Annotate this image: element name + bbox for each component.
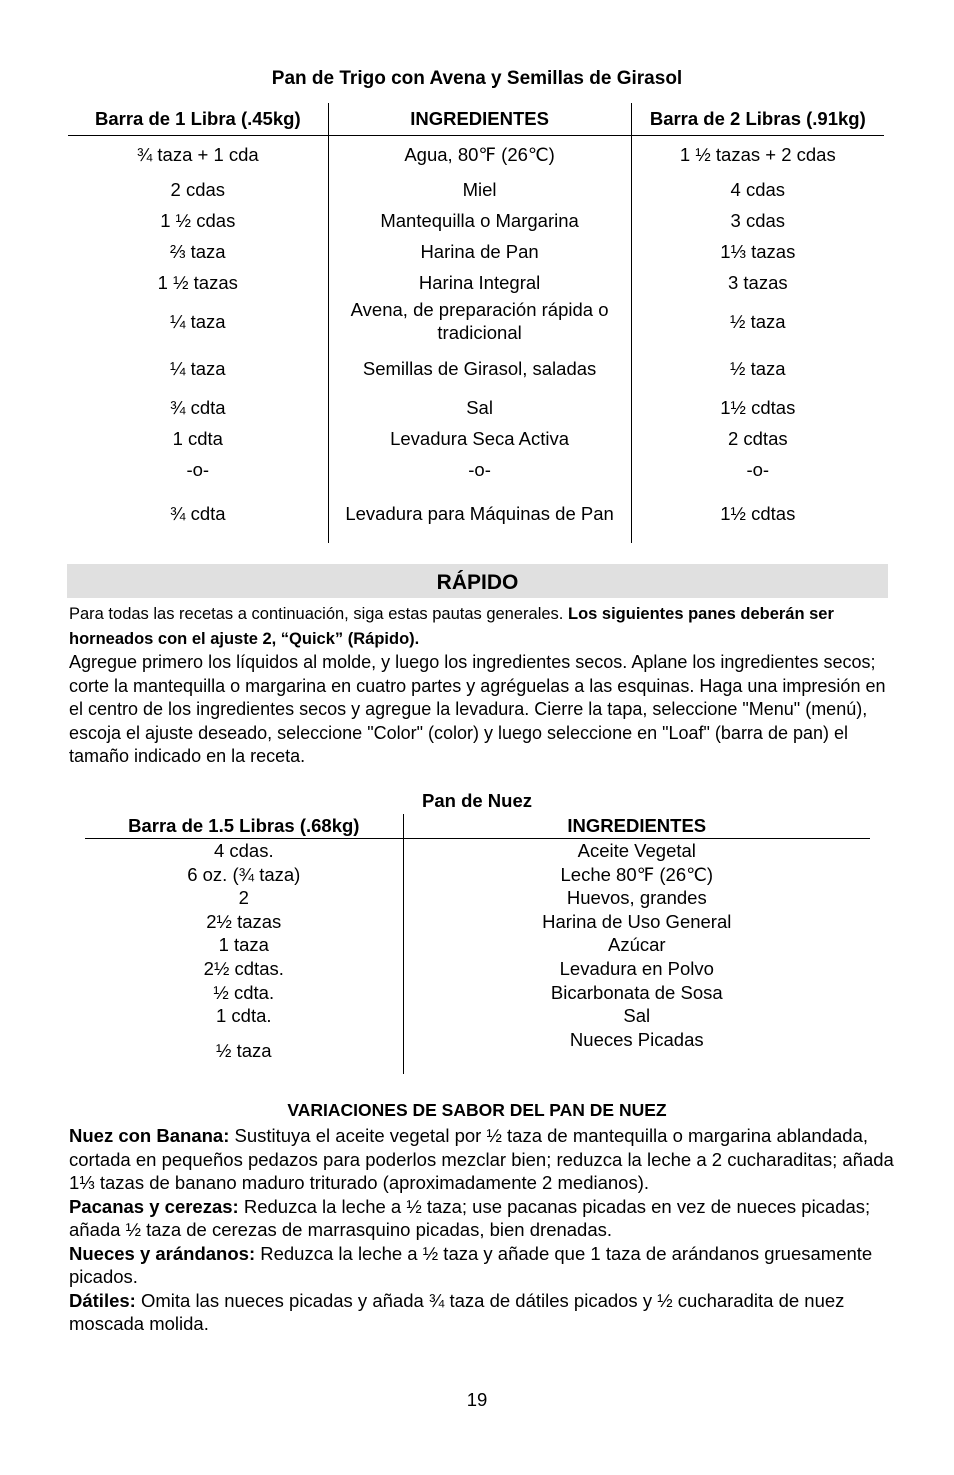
table-row [85,863,870,887]
variation-text: Reduzca la leche a ½ taza y añade que 1 taza de arándanos gruesamente picados. [69,1242,873,1287]
variations-list [69,1124,899,1336]
cell-ingrediente: Sal [328,392,631,423]
variation-item [69,1124,899,1195]
cell-ingrediente: Harina Integral [328,267,631,298]
cell-2-libras: 1½ cdtas [720,396,796,418]
variation-label: Nuez con Banana: [69,1125,230,1146]
variations-title: VARIACIONES DE SABOR DEL PAN DE NUEZ [287,1100,667,1120]
cell-2-libras: 2 cdtas [727,427,788,449]
table-row [85,886,870,910]
cell-ingrediente: Bicarbonata de Sosa [550,981,723,1003]
cell-ingrediente: Huevos, grandes [566,887,707,909]
cell-ingrediente: Avena, de preparación rápida o tradicional [328,298,631,345]
cell-1-libra: 1 cdta [68,423,328,454]
cell-ingrediente: Leche 80℉ (26℃) [560,863,714,885]
cell-2-libras: 3 cdas [730,209,786,231]
header-ingredientes: INGREDIENTES [403,814,870,839]
cell-ingrediente: Harina de Pan [328,236,631,267]
table-row [68,454,884,485]
cell-1-libra: ¼ taza [68,345,328,392]
cell-ingrediente: -o- [328,454,631,485]
header-1-libra: Barra de 1 Libra (.45kg) [68,103,328,136]
rapido-instructions [69,602,889,769]
table-row [85,933,870,957]
table-header-row [68,103,884,136]
ingredients-table-trigo-avena [68,103,884,543]
variation-label: Dátiles: [69,1289,136,1311]
cell-2-libras: 1⅓ tazas [720,240,796,262]
table-row [68,423,884,454]
cell-1-libra: ¼ taza [68,298,328,345]
cell-2-libras: -o- [746,458,770,480]
cell-ingrediente: Agua, 80℉ (26℃) [328,136,631,174]
table-row [85,839,870,863]
cell-1-libra: 1 ½ tazas [68,267,328,298]
cell-ingrediente: Mantequilla o Margarina [328,205,631,236]
cell-ingrediente: Sal [623,1005,651,1027]
cell-amount: ½ taza [85,1028,403,1074]
cell-amount: ½ cdta. [85,981,403,1005]
section-heading-rapido: RÁPIDO [67,564,888,598]
variation-text: Reduzca la leche a ½ taza; use pacanas picadas en vez de nueces picadas; añada ½ taza de cerezas de marrasquino picadas, bien drenadas. [69,1195,871,1240]
table-row [68,136,884,174]
table-row [68,485,884,543]
cell-1-libra: -o- [68,454,328,485]
cell-amount: 2½ cdtas. [85,957,403,981]
cell-1-libra: ¾ cdta [68,392,328,423]
cell-1-libra: 2 cdas [68,174,328,205]
table-row [85,957,870,981]
variation-item [69,1289,899,1336]
cell-1-libra: ¾ cdta [68,485,328,543]
cell-ingrediente: Azúcar [607,934,666,956]
cell-ingrediente: Nueces Picadas [569,1028,704,1050]
variation-item [69,1242,899,1289]
cell-2-libras: 1½ cdtas [720,503,796,524]
table-row [85,981,870,1005]
variation-label: Pacanas y cerezas: [69,1195,239,1217]
cell-amount: 2 [85,886,403,910]
cell-2-libras: ½ taza [730,310,786,332]
ingredients-table-pan-de-nuez [85,814,870,1074]
table-row [68,267,884,298]
table-row [68,174,884,205]
table-row [85,1004,870,1028]
recipe-title-pan-de-nuez: Pan de Nuez [422,790,532,811]
table-row [85,910,870,934]
cell-ingrediente: Levadura Seca Activa [328,423,631,454]
cell-1-libra: ¾ taza + 1 cda [68,136,328,174]
header-ingredientes: INGREDIENTES [328,103,631,136]
cell-amount: 2½ tazas [85,910,403,934]
table-row [68,236,884,267]
cell-1-libra: 1 ½ cdas [68,205,328,236]
cell-2-libras: 4 cdas [730,178,786,200]
cell-1-libra: ⅔ taza [68,236,328,267]
cell-ingrediente: Semillas de Girasol, saladas [328,345,631,392]
cell-2-libras: 3 tazas [727,271,788,293]
variation-text: Sustituya el aceite vegetal por ½ taza de mantequilla o margarina ablandada, cortada en pequeños pedazos para poderlos mezclar bien; reduzca la leche a 2 cucharaditas; añada 1⅓ tazas de banano maduro triturado (aproximadamente 2 medianos). [69,1125,894,1193]
cell-2-libras: 1 ½ tazas + 2 cdas [679,144,836,166]
cell-amount: 6 oz. (¾ taza) [85,863,403,887]
header-1-5-libras: Barra de 1.5 Libras (.68kg) [85,814,403,839]
variation-item [69,1195,899,1242]
cell-amount: 1 cdta. [85,1004,403,1028]
table-row [68,345,884,392]
cell-2-libras: ½ taza [730,357,786,379]
cell-ingrediente: Levadura para Máquinas de Pan [328,485,631,543]
cell-ingrediente: Miel [328,174,631,205]
instructions-text: Agregue primero los líquidos al molde, y luego los ingredientes secos. Aplane los ingredientes secos; corte la mantequilla o margarina en cuatro partes y agréguelas a las esquinas. Haga una impresión en el centro de los ingredientes secos y agregue la levadura. Cierre la tapa, seleccione "Menu" (menú), escoja el ajuste deseado, seleccione "Color" (color) y luego seleccione en "Loaf" (barra de pan) el tamaño indicado en la receta. [69,652,886,766]
page-number: 19 [466,1389,488,1410]
cell-amount: 1 taza [85,933,403,957]
cell-ingrediente: Levadura en Polvo [559,957,714,979]
variation-text: Omita las nueces picadas y añada ¾ taza de dátiles picados y ½ cucharadita de nuez moscada molida. [69,1289,845,1334]
intro-text: Para todas las recetas a continuación, siga estas pautas generales. [69,605,568,623]
table-row [85,1028,870,1074]
table-row [68,205,884,236]
table-header-row [85,814,870,839]
table-row [68,392,884,423]
cell-amount: 4 cdas. [85,839,403,863]
intro-bold-text: Los siguientes panes deberán ser horneados con el ajuste 2, “Quick” (Rápido). [69,605,834,648]
variation-label: Nueces y arándanos: [69,1242,256,1264]
cell-ingrediente: Aceite Vegetal [577,840,696,861]
recipe-title-trigo-avena: Pan de Trigo con Avena y Semillas de Girasol [271,68,683,89]
header-2-libras: Barra de 2 Libras (.91kg) [631,103,884,136]
table-row [68,298,884,345]
cell-ingrediente: Harina de Uso General [542,910,732,932]
